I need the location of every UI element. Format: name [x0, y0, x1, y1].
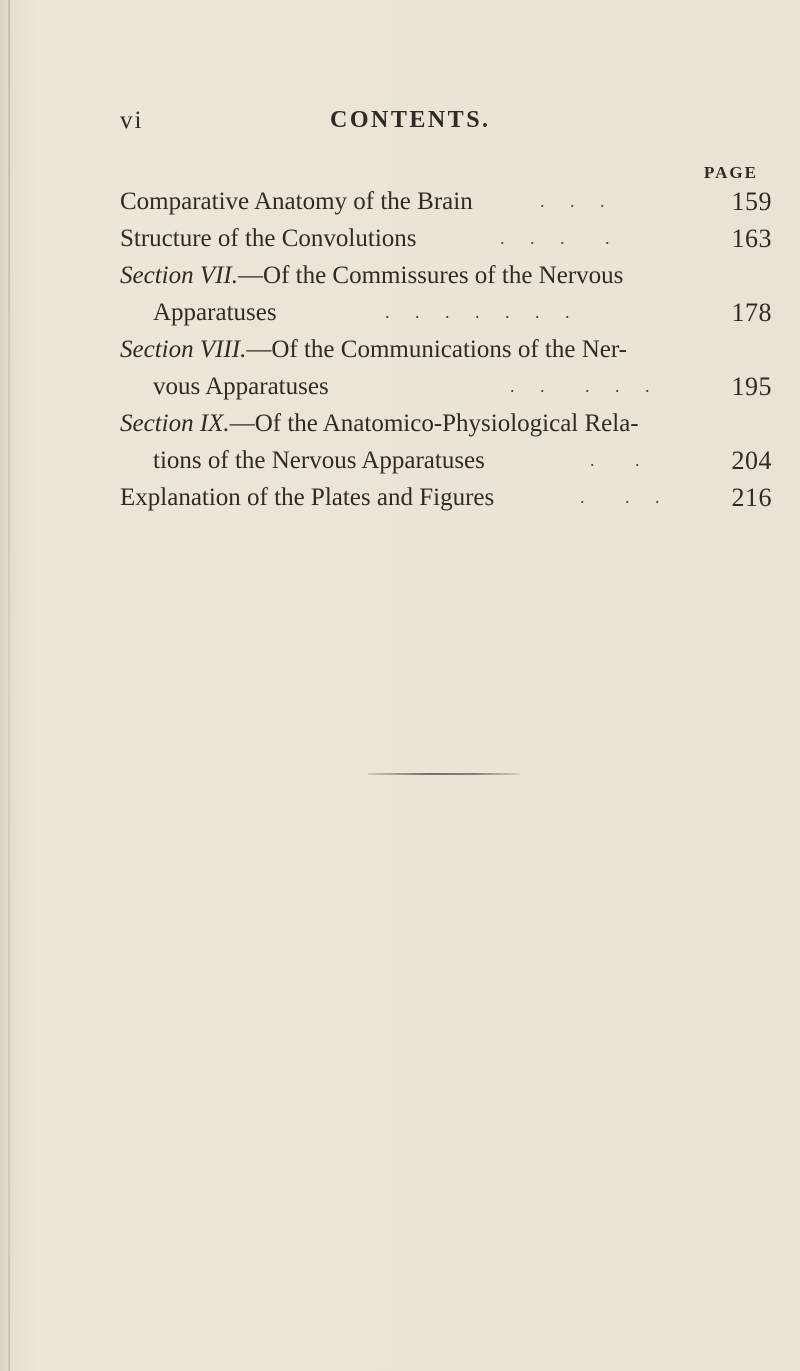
dot-leader: . . .	[580, 487, 663, 507]
dot-leader: . . . . .	[510, 376, 653, 396]
dot-leader: . .	[590, 450, 643, 470]
toc-entry	[120, 442, 772, 479]
toc-entry	[120, 479, 772, 516]
toc-title: Explanation of the Plates and Figures	[120, 484, 495, 511]
toc-section-label: Section VII.	[120, 262, 239, 289]
toc-entry-text	[120, 368, 329, 405]
toc-page-number: 163	[731, 224, 772, 253]
toc-entry-text	[120, 405, 639, 442]
toc-entry	[120, 220, 772, 257]
page-gutter-edge	[8, 0, 10, 1371]
toc-entry-text	[120, 183, 473, 220]
toc-entry	[120, 331, 772, 368]
toc-title: vous Apparatuses	[153, 373, 329, 400]
toc-entry	[120, 294, 772, 331]
toc-title: —Of the Communications of the Ner-	[246, 336, 628, 363]
toc-entry-text	[120, 479, 494, 516]
page-title: CONTENTS.	[330, 107, 491, 133]
page-folio: vi	[120, 107, 144, 134]
table-of-contents	[120, 183, 772, 516]
toc-entry	[120, 257, 772, 294]
toc-title: Comparative Anatomy of the Brain	[120, 188, 473, 215]
toc-entry-text	[120, 294, 277, 331]
toc-section-label: Section IX.	[120, 410, 230, 437]
running-head	[120, 107, 760, 147]
toc-section-label: Section VIII.	[120, 336, 247, 363]
toc-title: Structure of the Convolutions	[120, 225, 417, 252]
toc-page-number: 195	[731, 372, 772, 401]
toc-title: Apparatuses	[153, 299, 277, 326]
toc-entry	[120, 405, 772, 442]
section-divider-rule	[368, 773, 520, 775]
dot-leader: . . . .	[500, 228, 613, 248]
toc-title: —Of the Commissures of the Nervous	[238, 262, 624, 289]
toc-entry-text	[120, 220, 417, 257]
toc-entry	[120, 368, 772, 405]
toc-page-number: 178	[731, 298, 772, 327]
dot-leader: . . .	[540, 191, 608, 211]
toc-entry-text	[120, 257, 623, 294]
toc-title: —Of the Anatomico-Physiological Rela-	[229, 410, 639, 437]
toc-page-number: 204	[731, 446, 772, 475]
toc-page-number: 216	[731, 483, 772, 512]
toc-entry-text	[120, 331, 627, 368]
toc-entry	[120, 183, 772, 220]
page-column-label: PAGE	[704, 163, 758, 182]
toc-entry-text	[120, 442, 485, 479]
dot-leader: . . . . . . .	[385, 302, 573, 322]
toc-title: tions of the Nervous Apparatuses	[153, 447, 485, 474]
toc-page-number: 159	[731, 187, 772, 216]
